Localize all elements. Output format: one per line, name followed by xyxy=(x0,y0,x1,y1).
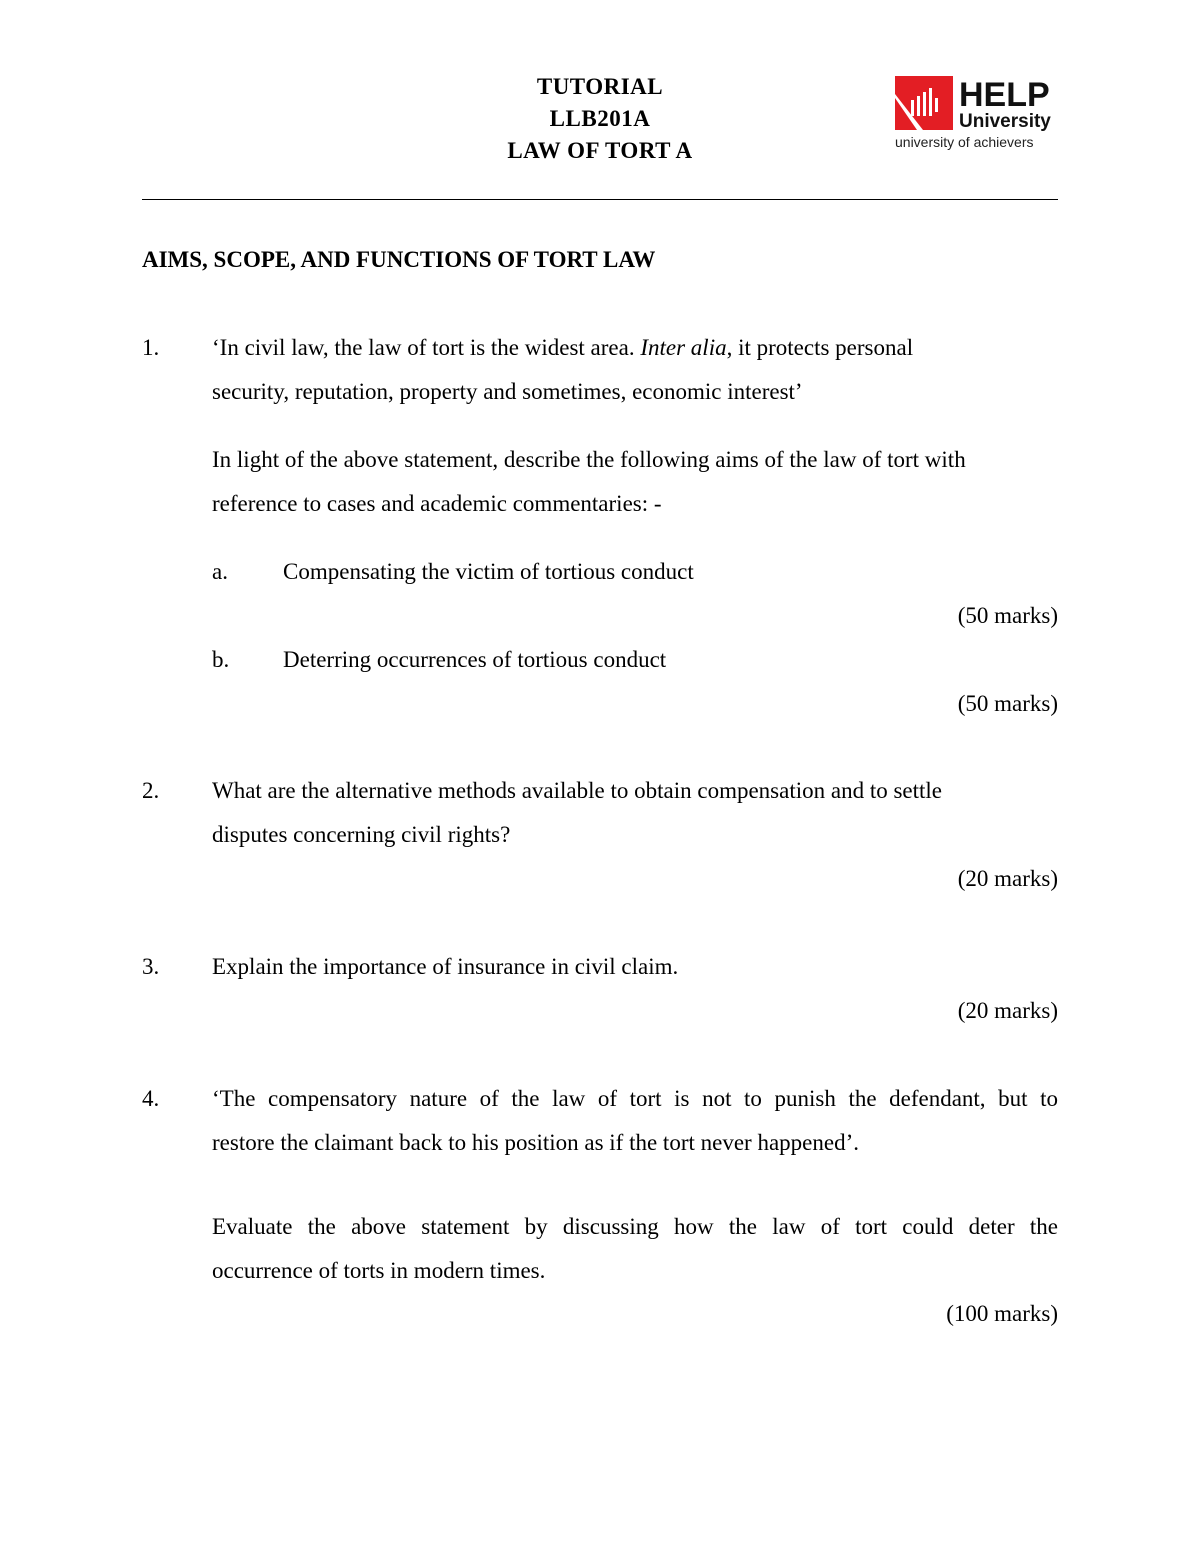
question-1-instruction-line1: In light of the above statement, describe the following aims of the law of tort with xyxy=(212,447,966,472)
course-code: LLB201A xyxy=(549,106,651,131)
question-number-3: 3. xyxy=(142,954,160,979)
quote-text: ‘In civil law, the law of tort is the widest area. xyxy=(212,335,641,360)
sub-item-label-a: a. xyxy=(212,559,228,584)
logo-brand-text: HELP xyxy=(959,76,1050,114)
sub-item-marks-b: (50 marks) xyxy=(957,691,1058,716)
doc-title: TUTORIAL xyxy=(536,74,664,99)
question-number-4: 4. xyxy=(142,1086,160,1111)
section-heading: AIMS, SCOPE, AND FUNCTIONS OF TORT LAW xyxy=(142,247,656,272)
question-1-instruction-line2: reference to cases and academic commentaries: - xyxy=(212,491,662,516)
question-1-quote-line1 xyxy=(212,326,1058,370)
sub-item-text-b: Deterring occurrences of tortious conduct xyxy=(283,647,667,672)
sub-item-text-a: Compensating the victim of tortious conduct xyxy=(283,559,694,584)
quote-italic-text: Inter alia xyxy=(640,335,727,360)
question-number-1: 1. xyxy=(142,335,160,360)
sub-item-label-b: b. xyxy=(212,647,230,672)
question-1-quote-line2: security, reputation, property and sometimes, economic interest’ xyxy=(212,379,803,404)
question-2-line1: What are the alternative methods available to obtain compensation and to settle xyxy=(212,778,942,803)
question-number-2: 2. xyxy=(142,778,160,803)
course-name: LAW OF TORT A xyxy=(507,138,693,163)
header-divider xyxy=(142,199,1058,200)
question-4-line1: ‘The compensatory nature of the law of tort is not to punish the defendant, but to xyxy=(212,1086,1058,1111)
question-4-line2: restore the claimant back to his position as if the tort never happened’. xyxy=(212,1130,859,1155)
logo-name-text: University xyxy=(959,111,1051,132)
question-2-line2: disputes concerning civil rights? xyxy=(212,822,511,847)
question-3-line1: Explain the importance of insurance in civil claim. xyxy=(212,954,679,979)
question-2-marks: (20 marks) xyxy=(957,866,1058,891)
question-4-line3: Evaluate the above statement by discussing how the law of tort could deter the xyxy=(212,1214,1058,1239)
question-4-marks: (100 marks) xyxy=(946,1301,1058,1326)
logo-tagline-text: university of achievers xyxy=(895,134,1034,150)
sub-item-marks-a: (50 marks) xyxy=(957,603,1058,628)
question-3-marks: (20 marks) xyxy=(957,998,1058,1023)
help-university-logo xyxy=(893,74,1063,154)
quote-text: , it protects personal xyxy=(726,335,914,360)
question-4-line4: occurrence of torts in modern times. xyxy=(212,1258,546,1283)
